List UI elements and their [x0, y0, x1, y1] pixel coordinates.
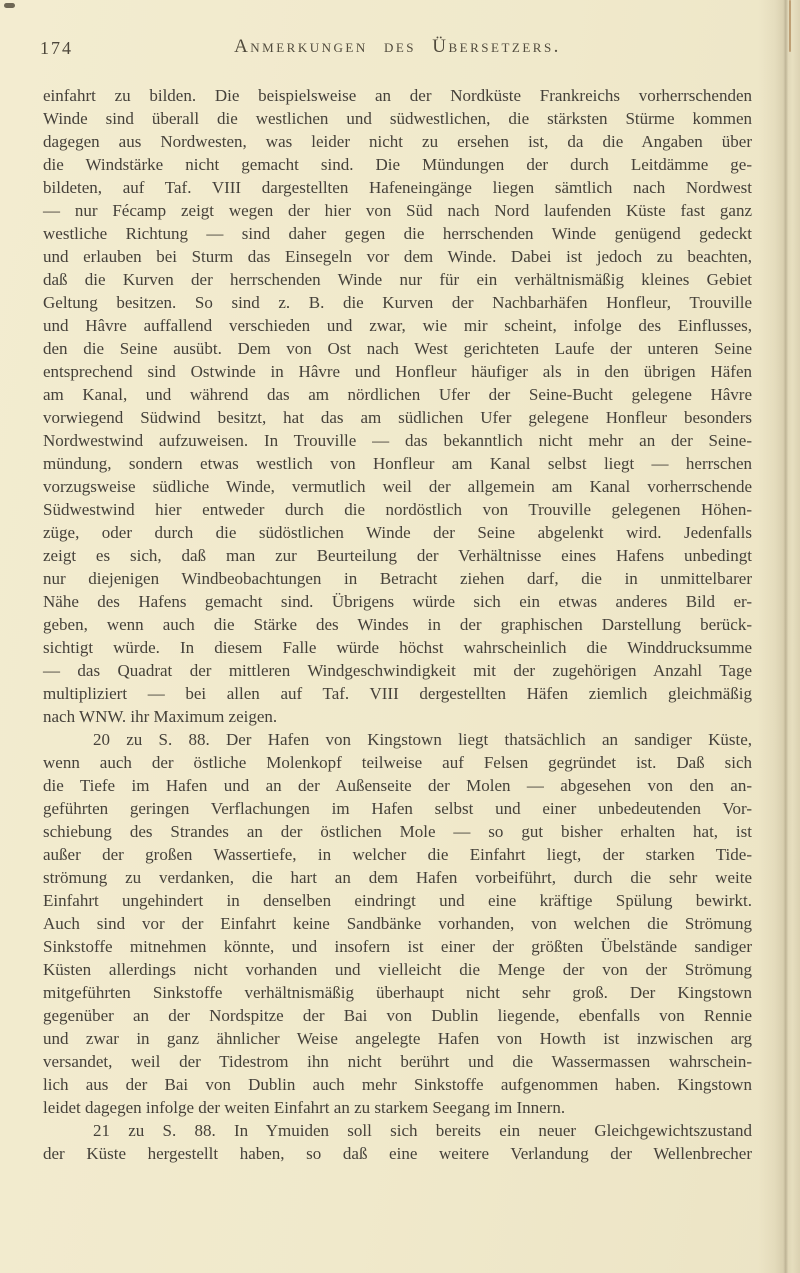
text-line: leidet dagegen infolge der weiten Einfahrt an zu starkem Seegang im Innern. — [43, 1098, 566, 1117]
text-line: vorwiegend Südwind besitzt, hat das am südlichen Ufer gelegene Honfleur besonders — [43, 408, 752, 427]
text-line: entsprechend sind Ostwinde in Hâvre und Honfleur häufiger als in den übrigen Häfen — [43, 362, 752, 381]
paragraph-note-21 — [43, 1119, 752, 1165]
text-line: Geltung besitzen. So sind z. B. die Kurven der Nachbarhäfen Honfleur, Trouville — [43, 293, 752, 312]
page-number: 174 — [40, 38, 73, 58]
text-line: Winde sind überall die westlichen und südwestlichen, die stärksten Stürme kommen — [43, 109, 752, 128]
text-line: am Kanal, und während das am nördlichen Ufer der Seine-Bucht gelegene Hâvre — [43, 385, 752, 404]
text-line: sichtigt würde. In diesem Falle würde höchst wahrscheinlich die Winddrucksumme — [43, 638, 752, 657]
text-line: zeigt es sich, daß man zur Beurteilung der Verhältnisse eines Hafens unbedingt — [43, 546, 752, 565]
text-line: einfahrt zu bilden. Die beispielsweise an der Nordküste Frankreichs vorherrschenden — [43, 86, 752, 105]
text-line: vorzugsweise südliche Winde, vermutlich weil der allgemein am Kanal vorherrschende — [43, 477, 752, 496]
text-line: — das Quadrat der mittleren Windgeschwindigkeit mit der zugehörigen Anzahl Tage — [43, 661, 752, 680]
paragraph-note-19-continuation — [43, 84, 752, 728]
text-line: multipliziert — bei allen auf Taf. VIII dergestellten Häfen ziemlich gleichmäßig — [43, 684, 752, 703]
text-line: dagegen aus Nordwesten, was leider nicht zu ersehen ist, da die Angaben über — [43, 132, 752, 151]
text-line: nur diejenigen Windbeobachtungen in Betracht ziehen darf, die in unmittelbarer — [43, 569, 752, 588]
text-line: und erlauben bei Sturm das Einsegeln vor dem Winde. Dabei ist jedoch zu beachten, — [43, 247, 752, 266]
text-line: und Hâvre auffallend verschieden und zwar, wie mir scheint, infolge des Einflusses, — [43, 316, 752, 335]
page-edge-shadow — [758, 0, 800, 1273]
text-line: mitgeführten Sinkstoffe verhältnismäßig überhaupt nicht sehr groß. Der Kingstown — [43, 983, 752, 1002]
text-line: nach WNW. ihr Maximum zeigen. — [43, 707, 278, 726]
text-line: strömung zu verdanken, die hart an dem Hafen vorbeiführt, durch die sehr weite — [43, 868, 752, 887]
text-line: geführten geringen Verflachungen im Hafen selbst und einer unbedeutenden Vor- — [43, 799, 752, 818]
paragraph-note-20 — [43, 728, 752, 1119]
text-line: lich aus der Bai von Dublin auch mehr Sinkstoffe aufgenommen haben. Kingstown — [43, 1075, 752, 1094]
text-line: 20 zu S. 88. Der Hafen von Kingstown liegt thatsächlich an sandiger Küste, — [93, 730, 752, 749]
text-line: daß die Kurven der herrschenden Winde nur für ein verhältnismäßig kleines Gebiet — [43, 270, 752, 289]
text-line: 21 zu S. 88. In Ymuiden soll sich bereits ein neuer Gleichgewichtszustand — [93, 1121, 752, 1140]
text-line: geben, wenn auch die Stärke des Windes in der graphischen Darstellung berück- — [43, 615, 752, 634]
text-line: Sinkstoffe mitnehmen könnte, und insofern ist einer der größten Übelstände sandiger — [43, 937, 752, 956]
text-line: Nordwestwind aufzuweisen. In Trouville — das bekanntlich nicht mehr an der Seine- — [43, 431, 752, 450]
page-header — [40, 36, 752, 62]
text-line: Nähe des Hafens gemacht sind. Übrigens würde sich ein etwas anderes Bild er- — [43, 592, 752, 611]
text-line: schiebung des Strandes an der östlichen Mole — so gut bisher erhalten hat, ist — [43, 822, 752, 841]
text-line: — nur Fécamp zeigt wegen der hier von Süd nach Nord laufenden Küste fast ganz — [43, 201, 752, 220]
text-line: Küsten allerdings nicht vorhanden und vielleicht die Menge der von der Strömung — [43, 960, 752, 979]
text-line: züge, oder durch die südöstlichen Winde der Seine abgelenkt wird. Jedenfalls — [43, 523, 752, 542]
text-line: der Küste hergestellt haben, so daß eine weitere Verlandung der Wellenbrecher — [43, 1144, 752, 1163]
text-line: mündung, sondern etwas westlich von Honfleur am Kanal selbst liegt — herrschen — [43, 454, 752, 473]
text-line: versandet, weil der Tidestrom ihn nicht berührt und die Wassermassen wahrschein- — [43, 1052, 752, 1071]
body-text — [43, 84, 752, 1165]
page-edge-mark — [789, 0, 791, 52]
text-line: gegenüber an der Nordspitze der Bai von Dublin liegende, ebenfalls von Rennie — [43, 1006, 752, 1025]
text-line: bildeten, auf Taf. VIII dargestellten Hafeneingänge liegen sämtlich nach Nordwest — [43, 178, 752, 197]
text-line: die Windstärke nicht gemacht sind. Die Mündungen der durch Leitdämme ge- — [43, 155, 752, 174]
text-line: Auch sind vor der Einfahrt keine Sandbänke vorhanden, von welchen die Strömung — [43, 914, 752, 933]
text-line: Südwestwind hier entweder durch die nordöstlich von Trouville gelegenen Höhen- — [43, 500, 752, 519]
text-line: den die Seine ausübt. Dem von Ost nach West gerichteten Laufe der unteren Seine — [43, 339, 752, 358]
text-line: die Tiefe im Hafen und an der Außenseite der Molen — abgesehen von den an- — [43, 776, 752, 795]
text-line: wenn auch der östliche Molenkopf teilweise auf Felsen gegründet ist. Daß sich — [43, 753, 752, 772]
text-line: außer der großen Wassertiefe, in welcher die Einfahrt liegt, der starken Tide- — [43, 845, 752, 864]
scan-speck — [4, 3, 15, 8]
running-title: Anmerkungen des Übersetzers. — [234, 36, 561, 57]
text-line: Einfahrt ungehindert in denselben eindringt und eine kräftige Spülung bewirkt. — [43, 891, 752, 910]
text-line: westliche Richtung — sind daher gegen die herrschenden Winde genügend gedeckt — [43, 224, 752, 243]
text-line: und zwar in ganz ähnlicher Weise angelegte Hafen von Howth ist inzwischen arg — [43, 1029, 752, 1048]
